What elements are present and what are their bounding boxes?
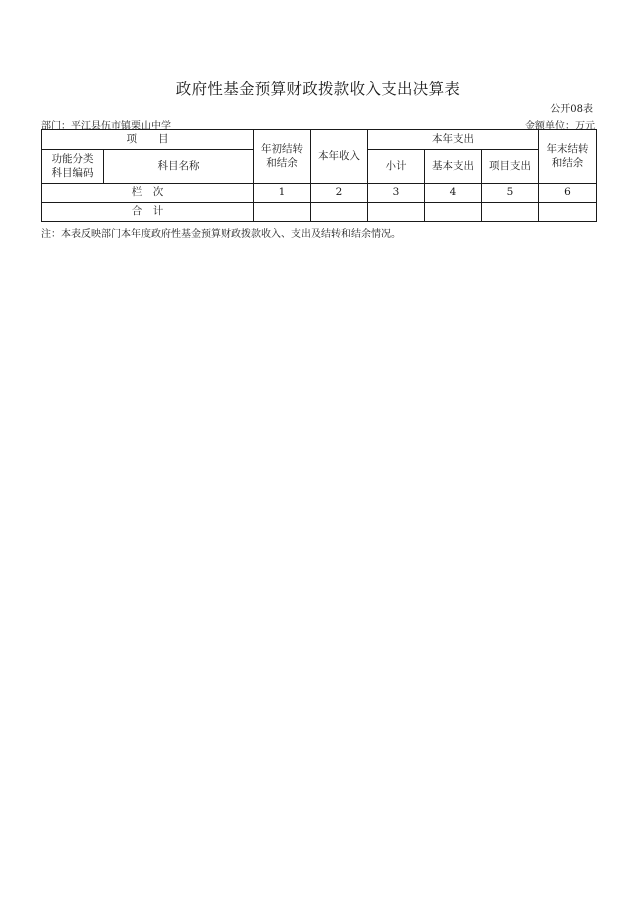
header-subject-name: 科目名称	[104, 150, 254, 184]
header-project-expense: 项目支出	[482, 150, 539, 184]
header-subtotal: 小计	[368, 150, 425, 184]
report-title: 政府性基金预算财政拨款收入支出决算表	[175, 80, 461, 98]
column-number: 4	[425, 184, 482, 203]
column-number: 2	[311, 184, 368, 203]
header-row-1	[42, 130, 597, 150]
column-number: 3	[368, 184, 425, 203]
amount-unit-label: 金额单位：万元	[525, 121, 595, 132]
total-row	[42, 203, 597, 222]
header-closing-balance: 年末结转和结余	[539, 130, 597, 184]
column-number-row	[42, 184, 597, 203]
table-note: 注：本表反映部门本年度政府性基金预算财政拨款收入、支出及结转和结余情况。	[41, 229, 401, 240]
total-cell	[482, 203, 539, 222]
header-item: 项 目	[42, 130, 254, 150]
total-cell	[539, 203, 597, 222]
budget-table	[41, 129, 597, 222]
header-basic-expense: 基本支出	[425, 150, 482, 184]
total-cell	[254, 203, 311, 222]
header-opening-balance: 年初结转和结余	[254, 130, 311, 184]
header-func-code: 功能分类科目编码	[42, 150, 104, 184]
department-label: 部门：平江县伍市镇栗山中学	[41, 121, 171, 132]
form-code: 公开08表	[550, 104, 593, 115]
header-current-expense: 本年支出	[368, 130, 539, 150]
column-number: 6	[539, 184, 597, 203]
column-number: 1	[254, 184, 311, 203]
total-cell	[425, 203, 482, 222]
column-number: 5	[482, 184, 539, 203]
total-cell	[311, 203, 368, 222]
total-cell	[368, 203, 425, 222]
column-number-label: 栏 次	[42, 184, 254, 203]
header-current-income: 本年收入	[311, 130, 368, 184]
total-label: 合 计	[42, 203, 254, 222]
